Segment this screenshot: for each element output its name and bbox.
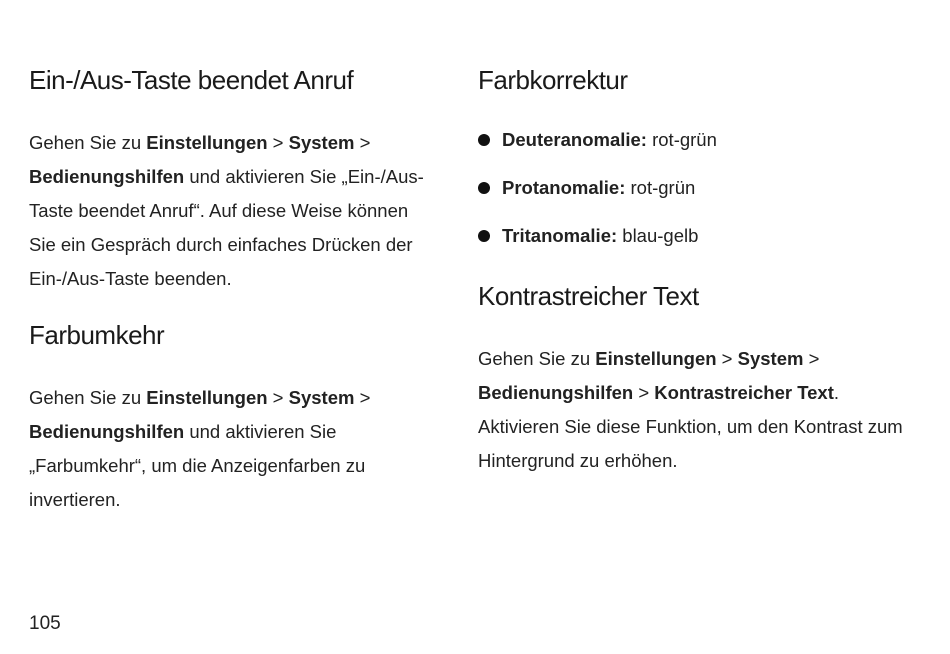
section-heading: Ein-/Aus-Taste beendet Anruf: [29, 65, 354, 95]
bold-term: System: [288, 387, 355, 408]
body-text: >: [354, 387, 371, 408]
body-text: >: [267, 132, 289, 153]
body-text: >: [267, 387, 289, 408]
bold-term: Kontrastreicher Text: [654, 382, 834, 403]
section-high-contrast-text: [478, 280, 918, 478]
bullet-icon: [478, 230, 490, 242]
bold-term: Einstellungen: [146, 132, 268, 153]
bold-term: System: [288, 132, 355, 153]
item-value: blau-gelb: [617, 225, 699, 246]
section-body: [29, 126, 439, 296]
item-value: rot-grün: [625, 177, 696, 198]
page-number: 105: [29, 613, 61, 634]
section-heading: Farbkorrektur: [478, 65, 628, 95]
bold-term: Protanomalie:: [502, 177, 626, 198]
section-heading: Kontrastreicher Text: [478, 281, 699, 311]
body-text: und aktivieren Sie „Farbumkehr“, um die Anzeigenfarben zu invertieren.: [29, 421, 366, 510]
bold-term: Einstellungen: [595, 348, 717, 369]
list-item: [478, 128, 918, 152]
body-text: . Aktivieren Sie diese Funktion, um den Kontrast zum Hintergrund zu erhöhen.: [478, 382, 903, 471]
body-text: >: [716, 348, 738, 369]
bold-term: Bedienungshilfen: [478, 382, 634, 403]
bold-term: Tritanomalie:: [502, 225, 618, 246]
bullet-icon: [478, 134, 490, 146]
body-text: >: [354, 132, 371, 153]
section-color-inversion: [29, 319, 439, 517]
item-value: rot-grün: [646, 129, 717, 150]
body-text: Gehen Sie zu: [478, 348, 596, 369]
list-item: [478, 176, 918, 200]
section-color-correction: [478, 64, 918, 272]
body-text: >: [633, 382, 655, 403]
section-power-button-ends-call: [29, 64, 439, 296]
body-text: >: [803, 348, 820, 369]
list-item: [478, 224, 918, 248]
section-body: [29, 381, 439, 517]
body-text: Gehen Sie zu: [29, 132, 147, 153]
body-text: und aktivieren Sie „Ein-/Aus-Taste beendet Anruf“. Auf diese Weise können Sie ein Gespräch durch einfaches Drücken der Ein-/Aus-Taste beenden.: [29, 166, 424, 289]
bold-term: Bedienungshilfen: [29, 421, 185, 442]
section-heading: Farbumkehr: [29, 320, 165, 350]
section-body: [478, 342, 918, 478]
body-text: Gehen Sie zu: [29, 387, 147, 408]
bold-term: Deuteranomalie:: [502, 129, 647, 150]
bold-term: System: [737, 348, 804, 369]
bold-term: Einstellungen: [146, 387, 268, 408]
bold-term: Bedienungshilfen: [29, 166, 185, 187]
bullet-list: [478, 128, 918, 248]
bullet-icon: [478, 182, 490, 194]
